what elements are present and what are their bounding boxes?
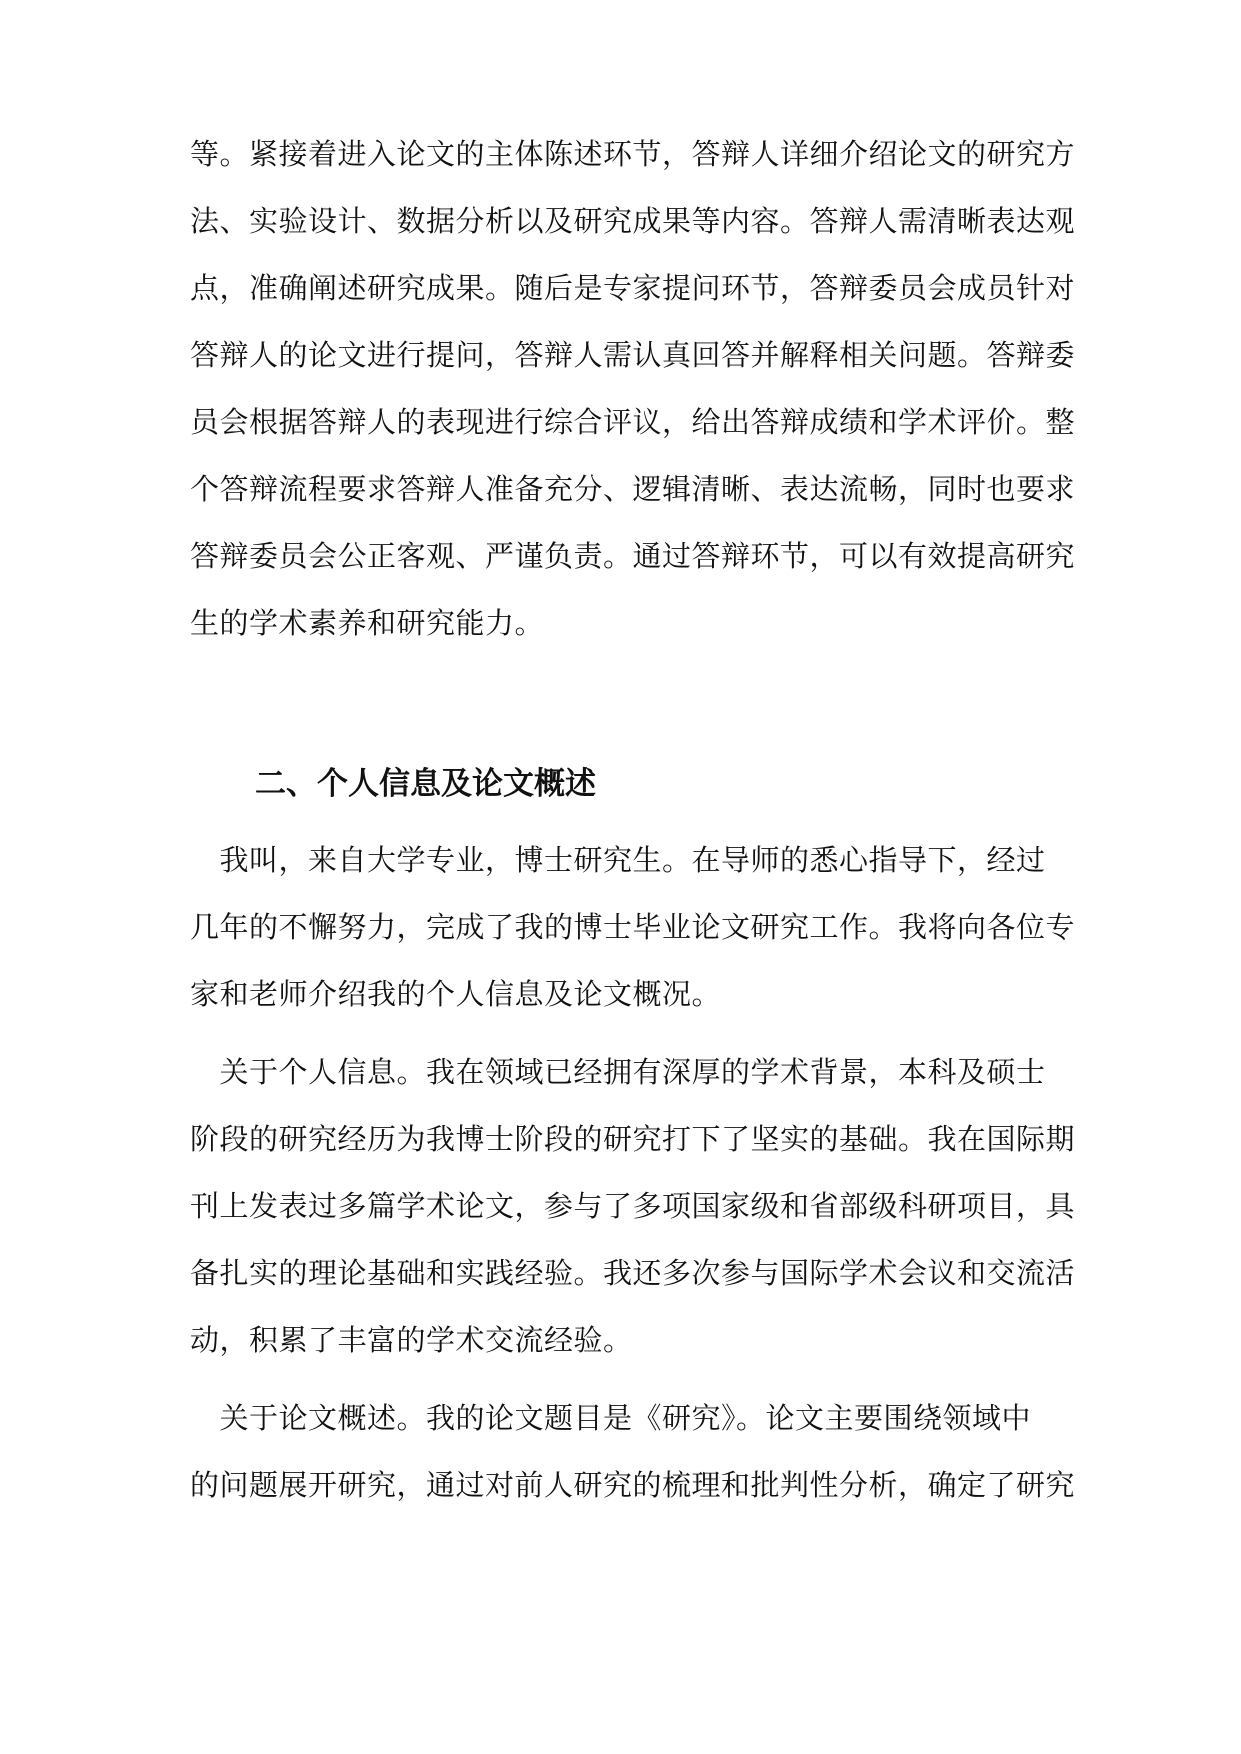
text-line: 法、实验设计、数据分析以及研究成果等内容。答辩人需清晰表达观 — [190, 204, 1076, 238]
text-line: 备扎实的理论基础和实践经验。我还多次参与国际学术会议和交流活 — [190, 1256, 1076, 1290]
text-line: 阶段的研究经历为我博士阶段的研究打下了坚实的基础。我在国际期 — [190, 1122, 1076, 1156]
text-line: 我叫，来自大学专业，博士研究生。在导师的悉心指导下，经过 — [190, 843, 1046, 877]
text-line: 答辩人的论文进行提问，答辩人需认真回答并解释相关问题。答辩委 — [190, 338, 1076, 372]
text-line: 答辩委员会公正客观、严谨负责。通过答辩环节，可以有效提高研究 — [190, 539, 1076, 573]
text-line: 的问题展开研究，通过对前人研究的梳理和批判性分析，确定了研究 — [190, 1468, 1076, 1502]
text-line: 点，准确阐述研究成果。随后是专家提问环节，答辩委员会成员针对 — [190, 271, 1076, 305]
text-line: 生的学术素养和研究能力。 — [190, 606, 545, 640]
text-line: 动，积累了丰富的学术交流经验。 — [190, 1323, 633, 1357]
text-line: 等。紧接着进入论文的主体陈述环节，答辩人详细介绍论文的研究方 — [190, 137, 1076, 171]
text-line: 个答辩流程要求答辩人准备充分、逻辑清晰、表达流畅，同时也要求 — [190, 472, 1076, 506]
text-line: 家和老师介绍我的个人信息及论文概况。 — [190, 977, 722, 1011]
text-line: 关于论文概述。我的论文题目是《研究》。论文主要围绕领域中 — [190, 1401, 1032, 1435]
text-line: 刊上发表过多篇学术论文，参与了多项国家级和省部级科研项目，具 — [190, 1189, 1076, 1223]
section-heading: 二、个人信息及论文概述 — [255, 766, 596, 802]
text-line: 员会根据答辩人的表现进行综合评议，给出答辩成绩和学术评价。整 — [190, 405, 1076, 439]
text-line: 几年的不懈努力，完成了我的博士毕业论文研究工作。我将向各位专 — [190, 910, 1076, 944]
text-line: 关于个人信息。我在领域已经拥有深厚的学术背景，本科及硕士 — [190, 1055, 1046, 1089]
